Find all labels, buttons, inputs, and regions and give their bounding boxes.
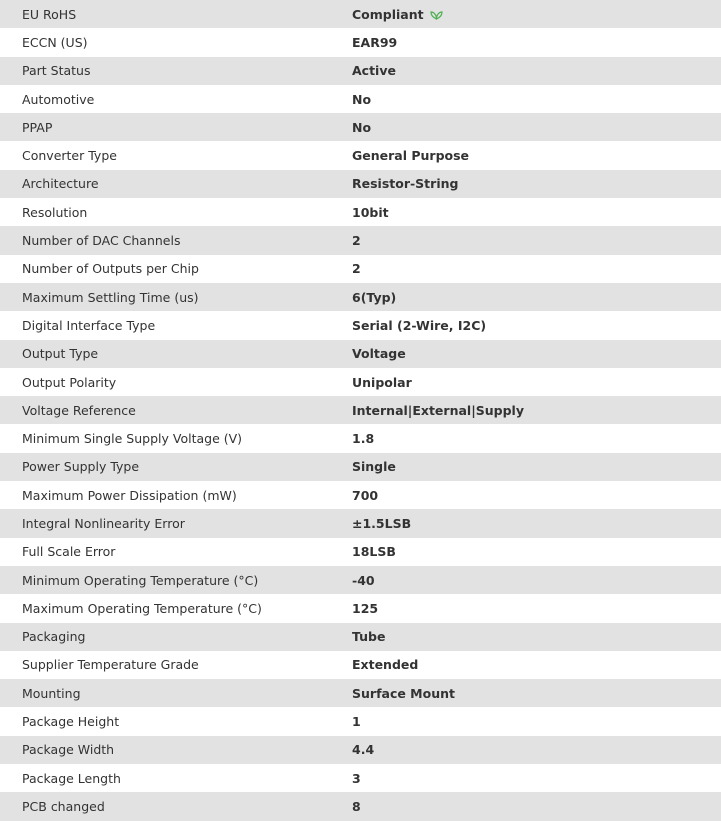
spec-row <box>0 424 721 452</box>
spec-value-cell <box>352 63 721 78</box>
spec-value: Active <box>352 63 396 79</box>
spec-value-cell <box>352 799 721 814</box>
spec-row <box>0 707 721 735</box>
spec-label: Number of Outputs per Chip <box>22 261 199 277</box>
spec-row <box>0 283 721 311</box>
spec-value: No <box>352 91 372 107</box>
spec-value: Internal|External|Supply <box>352 402 524 418</box>
spec-value: Serial (2-Wire, I2C) <box>352 317 487 333</box>
spec-label: Architecture <box>22 176 99 192</box>
spec-value: 3 <box>352 770 361 786</box>
spec-value: 10bit <box>352 204 389 220</box>
spec-row <box>0 113 721 141</box>
spec-value: Voltage <box>352 346 406 362</box>
spec-label: Supplier Temperature Grade <box>22 657 199 673</box>
spec-value: Resistor-String <box>352 176 459 192</box>
spec-row <box>0 679 721 707</box>
spec-value-cell <box>352 516 721 531</box>
spec-value-cell <box>352 375 721 390</box>
spec-value-cell <box>352 176 721 191</box>
spec-value: ±1.5LSB <box>352 515 412 531</box>
spec-label: Voltage Reference <box>22 402 136 418</box>
spec-row <box>0 28 721 56</box>
spec-value: 4.4 <box>352 742 375 758</box>
spec-value-cell <box>352 403 721 418</box>
spec-value-cell <box>352 742 721 757</box>
spec-label: PCB changed <box>22 798 105 814</box>
spec-value: Compliant <box>352 6 424 22</box>
spec-value: 2 <box>352 233 361 249</box>
spec-label: Automotive <box>22 91 95 107</box>
spec-row <box>0 396 721 424</box>
spec-row <box>0 255 721 283</box>
spec-row <box>0 85 721 113</box>
spec-value: 2 <box>352 261 361 277</box>
spec-value-cell <box>352 35 721 50</box>
spec-row <box>0 594 721 622</box>
spec-row <box>0 792 721 820</box>
spec-label: Minimum Operating Temperature (°C) <box>22 572 259 588</box>
spec-label: Packaging <box>22 629 86 645</box>
leaf-icon <box>430 9 443 20</box>
spec-row <box>0 736 721 764</box>
spec-row <box>0 141 721 169</box>
spec-label: Package Width <box>22 742 115 758</box>
spec-value: 18LSB <box>352 544 396 560</box>
spec-value-cell <box>352 120 721 135</box>
spec-label: Part Status <box>22 63 91 79</box>
spec-value: -40 <box>352 572 375 588</box>
spec-value: Tube <box>352 629 386 645</box>
spec-value: Single <box>352 459 396 475</box>
spec-row <box>0 311 721 339</box>
spec-value: Extended <box>352 657 419 673</box>
spec-label: Output Polarity <box>22 374 117 390</box>
spec-row <box>0 57 721 85</box>
spec-row <box>0 509 721 537</box>
spec-value: General Purpose <box>352 148 470 164</box>
spec-row <box>0 566 721 594</box>
spec-label: Power Supply Type <box>22 459 140 475</box>
spec-value-cell <box>352 92 721 107</box>
spec-value-cell <box>352 261 721 276</box>
spec-value: 125 <box>352 600 379 616</box>
spec-label: ECCN (US) <box>22 34 88 50</box>
spec-row <box>0 226 721 254</box>
spec-label: Minimum Single Supply Voltage (V) <box>22 431 243 447</box>
spec-row <box>0 170 721 198</box>
spec-label: Output Type <box>22 346 99 362</box>
spec-label: Resolution <box>22 204 88 220</box>
spec-value-cell <box>352 205 721 220</box>
spec-value-cell <box>352 573 721 588</box>
spec-value: No <box>352 119 372 135</box>
spec-value-cell <box>352 148 721 163</box>
spec-value: 8 <box>352 798 361 814</box>
spec-value-cell <box>352 629 721 644</box>
spec-value-cell <box>352 346 721 361</box>
spec-label: Integral Nonlinearity Error <box>22 515 185 531</box>
spec-label: Number of DAC Channels <box>22 233 181 249</box>
spec-row <box>0 453 721 481</box>
spec-value-cell <box>352 657 721 672</box>
spec-row <box>0 340 721 368</box>
spec-value-cell <box>352 714 721 729</box>
spec-label: PPAP <box>22 119 53 135</box>
spec-label: Mounting <box>22 685 81 701</box>
spec-value-cell <box>352 318 721 333</box>
spec-value-cell <box>352 233 721 248</box>
spec-value-cell <box>352 431 721 446</box>
spec-label: Converter Type <box>22 148 117 164</box>
spec-label: Package Height <box>22 714 120 730</box>
spec-value: 1.8 <box>352 431 375 447</box>
spec-value-cell <box>352 459 721 474</box>
spec-label: Package Length <box>22 770 121 786</box>
spec-label: EU RoHS <box>22 6 77 22</box>
spec-row <box>0 0 721 28</box>
spec-row <box>0 538 721 566</box>
spec-value: EAR99 <box>352 34 398 50</box>
spec-value-cell <box>352 686 721 701</box>
spec-row <box>0 368 721 396</box>
spec-value: 700 <box>352 487 379 503</box>
spec-row <box>0 764 721 792</box>
spec-label: Digital Interface Type <box>22 317 156 333</box>
spec-value-cell <box>352 544 721 559</box>
spec-row <box>0 623 721 651</box>
spec-row <box>0 651 721 679</box>
spec-value-cell <box>352 488 721 503</box>
spec-label: Maximum Operating Temperature (°C) <box>22 600 262 616</box>
spec-value-cell <box>352 601 721 616</box>
spec-value-cell <box>352 290 721 305</box>
spec-value: Surface Mount <box>352 685 455 701</box>
spec-row <box>0 481 721 509</box>
spec-value-cell <box>352 771 721 786</box>
spec-value: 6(Typ) <box>352 289 397 305</box>
spec-label: Maximum Power Dissipation (mW) <box>22 487 237 503</box>
spec-value: Unipolar <box>352 374 412 390</box>
spec-label: Maximum Settling Time (us) <box>22 289 199 305</box>
spec-value-cell <box>352 7 721 22</box>
spec-label: Full Scale Error <box>22 544 116 560</box>
spec-value: 1 <box>352 714 361 730</box>
spec-row <box>0 198 721 226</box>
